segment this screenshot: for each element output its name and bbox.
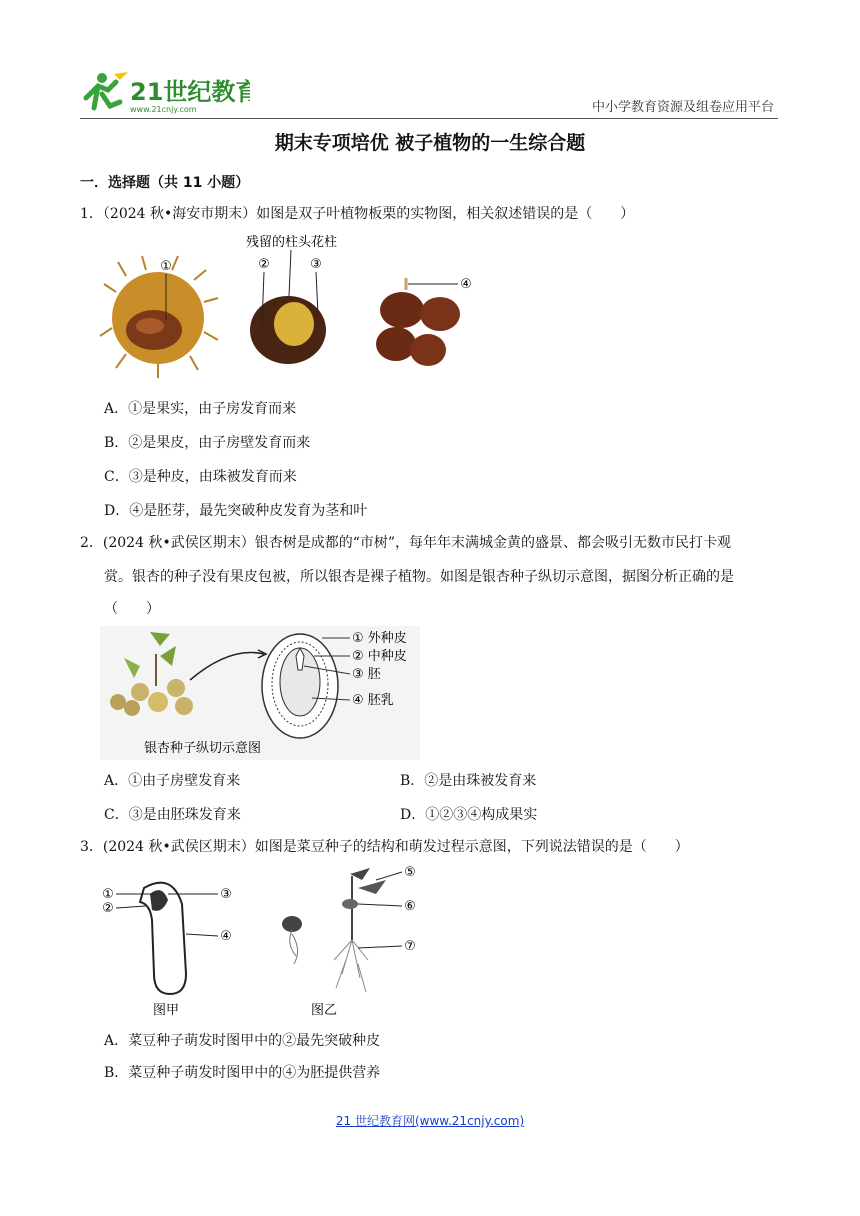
label-outer-coat: ① 外种皮 — [352, 631, 407, 646]
q2-option-d[interactable]: D．①②③④构成果实 — [400, 807, 538, 823]
footer-link[interactable]: 21 世纪教育网(www.21cnjy.com) — [335, 1114, 525, 1128]
header-divider — [80, 118, 778, 119]
marker-3: ③ — [310, 257, 322, 272]
question-2-stem-line3: （ ） — [104, 601, 160, 617]
section-heading: 一．选择题（共 11 小题） — [80, 175, 250, 191]
marker-7: ⑦ — [404, 939, 416, 954]
chestnut-seeds-image — [376, 277, 472, 366]
marker-5: ⑤ — [404, 865, 416, 880]
q1-option-b[interactable]: B．②是果皮，由子房壁发育而来 — [104, 435, 311, 451]
question-1-stem: 1．（2024 秋•海安市期末）如图是双子叶植物板栗的实物图，相关叙述错误的是（ ） — [80, 206, 635, 222]
marker-3: ③ — [220, 887, 232, 902]
marker-6: ⑥ — [404, 899, 416, 914]
logo-text: 21世纪教育 — [130, 78, 250, 106]
bean-seed-diagram — [102, 883, 232, 1018]
figure-label: 残留的柱头花柱 — [246, 235, 338, 250]
q2-option-a[interactable]: A．①由子房壁发育来 — [104, 773, 241, 789]
question-2-figure — [100, 626, 420, 760]
question-2-stem-line2: 赏。银杏的种子没有果皮包被，所以银杏是裸子植物。如图是银杏种子纵切示意图，据图分析正确的是 — [104, 569, 734, 585]
chestnut-section-image — [246, 234, 337, 364]
marker-4: ④ — [220, 929, 232, 944]
q1-option-a[interactable]: A．①是果实，由子房发育而来 — [104, 401, 297, 417]
q1-option-d[interactable]: D．④是胚芽，最先突破种皮发育为茎和叶 — [104, 503, 368, 519]
q3-option-a[interactable]: A．菜豆种子萌发时图甲中的②最先突破种皮 — [104, 1033, 381, 1049]
q1-option-c[interactable]: C．③是种皮，由珠被发育而来 — [104, 469, 297, 485]
q3-option-b[interactable]: B．菜豆种子萌发时图甲中的④为胚提供营养 — [104, 1065, 381, 1081]
bean-germination-diagram — [282, 865, 416, 1018]
label-middle-coat: ② 中种皮 — [352, 649, 407, 664]
figure-caption: 银杏种子纵切示意图 — [144, 741, 262, 756]
figure-b-caption: 图乙 — [310, 1003, 338, 1018]
question-3-stem: 3．(2024 秋•武侯区期末）如图是菜豆种子的结构和萌发过程示意图，下列说法错误的是（ ） — [80, 839, 689, 855]
label-endosperm: ④ 胚乳 — [352, 693, 394, 708]
logo-url: www.21cnjy.com — [130, 105, 197, 114]
question-1-figure — [96, 232, 496, 382]
platform-text: 中小学教育资源及组卷应用平台 — [591, 100, 774, 115]
question-3-figure — [96, 864, 426, 1020]
marker-1: ① — [160, 259, 172, 274]
marker-2: ② — [258, 257, 270, 272]
label-embryo: ③ 胚 — [352, 667, 381, 682]
q2-option-c[interactable]: C．③是由胚珠发育来 — [104, 807, 241, 823]
figure-a-caption: 图甲 — [152, 1003, 180, 1018]
page-title: 期末专项培优 被子植物的一生综合题 — [274, 132, 586, 154]
q2-option-b[interactable]: B．②是由珠被发育来 — [400, 773, 537, 789]
marker-4: ④ — [460, 277, 472, 292]
marker-2: ② — [102, 901, 114, 916]
logo — [80, 68, 250, 116]
marker-1: ① — [102, 887, 114, 902]
question-2-stem-line1: 2．(2024 秋•武侯区期末）银杏树是成都的“市树”，每年年末满城金黄的盛景、都会吸引无数市民打卡观 — [80, 535, 732, 551]
chestnut-burr-image — [100, 256, 218, 378]
runner-icon — [86, 72, 128, 108]
